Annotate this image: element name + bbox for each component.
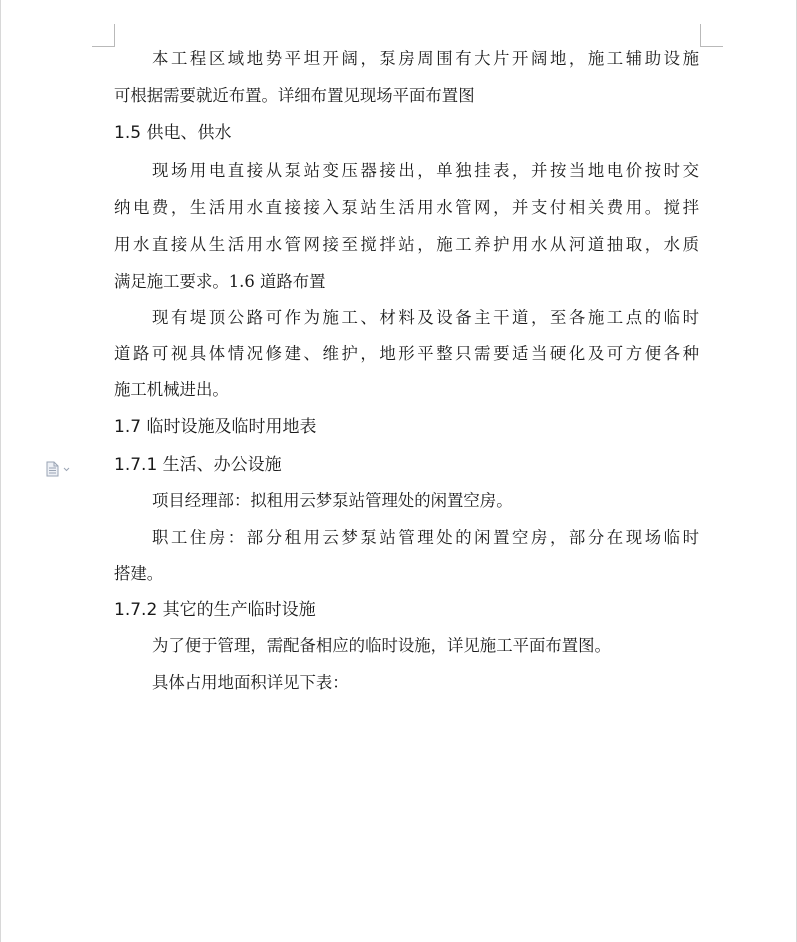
body-text-line: 职工住房：部分租用云梦泵站管理处的闲置空房，部分在现场临时 — [152, 528, 699, 547]
crop-mark-top-right — [700, 24, 723, 47]
subsection-heading: 1.7.1 生活、办公设施 — [114, 455, 282, 475]
body-text-line: 纳电费，生活用水直接接入泵站生活用水管网，并支付相关费用。搅拌 — [114, 198, 699, 217]
body-text-line: 为了便于管理，需配备相应的临时设施，详见施工平面布置图。 — [152, 636, 611, 655]
body-text-line: 搭建。 — [114, 564, 164, 583]
body-text-line: 施工机械进出。 — [114, 380, 229, 399]
document-icon[interactable] — [46, 461, 76, 477]
section-heading: 1.5 供电、供水 — [114, 123, 232, 143]
body-text-line: 项目经理部：拟租用云梦泵站管理处的闲置空房。 — [152, 491, 513, 510]
body-text-line: 具体占用地面积详见下表： — [152, 673, 349, 692]
body-text-line: 现有堤顶公路可作为施工、材料及设备主干道，至各施工点的临时 — [152, 308, 699, 327]
crop-mark-top-left — [92, 24, 115, 47]
body-text-line: 本工程区域地势平坦开阔，泵房周围有大片开阔地，施工辅助设施 — [152, 49, 699, 68]
body-text-line: 现场用电直接从泵站变压器接出，单独挂表，并按当地电价按时交 — [152, 161, 699, 180]
section-heading: 1.7 临时设施及临时用地表 — [114, 417, 317, 437]
body-text-line: 用水直接从生活用水管网接至搅拌站，施工养护用水从河道抽取，水质 — [114, 235, 699, 254]
body-text-line: 可根据需要就近布置。详细布置见现场平面布置图 — [114, 86, 475, 105]
page-left-edge — [0, 0, 1, 942]
body-text-line: 道路可视具体情况修建、维护，地形平整只需要适当硬化及可方便各种 — [114, 344, 699, 363]
subsection-heading: 1.7.2 其它的生产临时设施 — [114, 600, 316, 620]
body-text-line: 满足施工要求。1.6 道路布置 — [114, 272, 326, 291]
